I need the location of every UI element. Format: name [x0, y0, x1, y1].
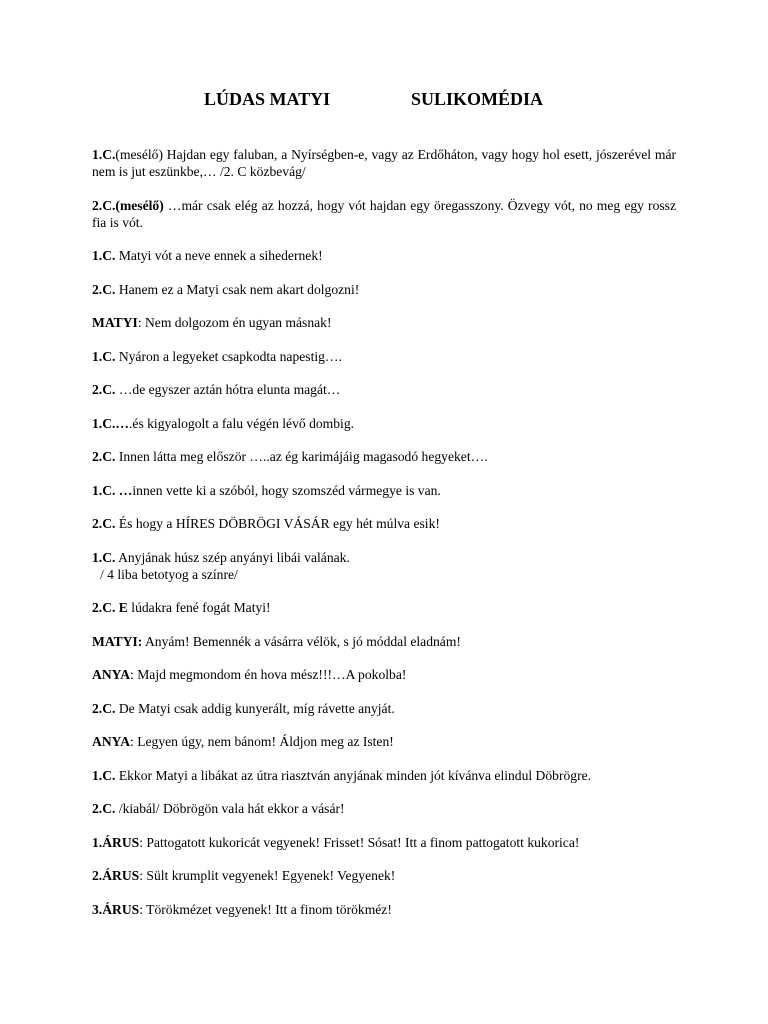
speaker-label: 1.C.… — [92, 415, 130, 431]
script-line — [92, 314, 676, 331]
line-text: : Nem dolgozom én ugyan másnak! — [137, 315, 332, 330]
script-line — [92, 666, 676, 683]
speaker-label: 1.C. — [92, 348, 116, 364]
script-line — [92, 733, 676, 750]
script-line — [92, 515, 676, 532]
speaker-label: MATYI: — [92, 633, 143, 649]
line-text: : Sült krumplit vegyenek! Egyenek! Vegyenek! — [139, 868, 396, 883]
speaker-label: 2.C. — [92, 700, 116, 716]
line-text: lúdakra fené fogát Matyi! — [127, 600, 271, 615]
speaker-label: 2.C. — [92, 382, 116, 397]
script-line — [92, 800, 676, 817]
script-line — [92, 834, 676, 851]
title-ludas-matyi: LÚDAS MATYI — [204, 89, 331, 109]
script-line — [92, 348, 676, 365]
script-line — [92, 867, 676, 884]
line-text: (mesélő) Hajdan egy faluban, a Nyírségben-e, vagy az Erdőháton, vagy hogy hol esett, jószerével már nem is jut eszünkbe,… /2. C közbevág/ — [92, 147, 676, 179]
stage-direction: / 4 liba betotyog a színre/ — [100, 566, 238, 582]
script-line — [92, 448, 676, 465]
document-title — [0, 87, 768, 111]
title-sulikomedia: SULIKOMÉDIA — [411, 89, 544, 109]
script-body — [92, 146, 676, 934]
script-line — [92, 281, 676, 298]
script-line — [92, 700, 676, 717]
speaker-label: 2.C. — [92, 281, 116, 297]
line-text: innen vette ki a szóból, hogy szomszéd vármegye is van. — [132, 482, 441, 498]
line-text: /kiabál/ Döbrögön vala hát ekkor a vásár! — [115, 801, 345, 816]
speaker-label: 2.ÁRUS — [92, 868, 140, 883]
script-line — [92, 197, 676, 231]
speaker-label: 1.C. — [92, 147, 116, 162]
line-text: …de egyszer aztán hótra elunta magát… — [115, 382, 341, 397]
speaker-label: 2.C. — [92, 801, 116, 816]
speaker-label: 1.C. — [92, 248, 116, 263]
script-line — [92, 415, 676, 432]
speaker-label: 1.C. — [92, 549, 116, 565]
line-text: Matyi vót a neve ennek a sihedernek! — [115, 248, 323, 263]
speaker-label: ANYA — [92, 667, 131, 682]
line-text: : Majd megmondom én hova mész!!!…A pokolba! — [130, 667, 407, 682]
line-text: Anyjának húsz szép anyányi libái valának. — [115, 549, 350, 565]
script-line — [92, 599, 676, 616]
line-text: : Pattogatott kukoricát vegyenek! Frisset! Sósat! Itt a finom pattogatott kukorica! — [139, 834, 580, 850]
script-line — [92, 247, 676, 264]
line-text: .és kigyalogolt a falu végén lévő dombig. — [129, 415, 355, 431]
speaker-label: 2.C.(mesélő) — [92, 197, 164, 213]
speaker-label: 1.ÁRUS — [92, 834, 140, 850]
line-text: És hogy a HÍRES DÖBRÖGI VÁSÁR egy hét múlva esik! — [115, 516, 440, 531]
speaker-label: ANYA — [92, 734, 131, 749]
script-line — [92, 767, 676, 784]
line-text: : Legyen úgy, nem bánom! Áldjon meg az Isten! — [130, 734, 394, 749]
script-line — [92, 146, 676, 180]
line-text: Anyám! Bemennék a vásárra vélök, s jó móddal eladnám! — [142, 633, 461, 649]
speaker-label: 3.ÁRUS — [92, 901, 140, 917]
line-text: Innen látta meg először …..az ég karimájáig magasodó hegyeket…. — [115, 449, 488, 464]
line-text: : Törökmézet vegyenek! Itt a finom törökméz! — [139, 901, 392, 917]
script-line — [92, 482, 676, 499]
line-text: …már csak elég az hozzá, hogy vót hajdan egy öregasszony. Özvegy vót, no meg egy rossz fia is vót. — [92, 197, 676, 230]
script-line — [92, 381, 676, 398]
speaker-label: 2.C. — [92, 449, 116, 464]
speaker-label: MATYI — [92, 315, 138, 330]
script-line — [92, 549, 676, 583]
line-text: Ekkor Matyi a libákat az útra riasztván anyjának minden jót kívánva elindul Döbrögre. — [115, 767, 592, 783]
line-text: De Matyi csak addig kunyerált, míg rávette anyját. — [115, 700, 395, 716]
script-line — [92, 901, 676, 918]
script-line — [92, 633, 676, 650]
line-text: Nyáron a legyeket csapkodta napestig…. — [115, 348, 342, 364]
speaker-label: 2.C. — [92, 516, 116, 531]
speaker-label: 2.C. E — [92, 600, 128, 615]
line-text: Hanem ez a Matyi csak nem akart dolgozni! — [115, 281, 360, 297]
speaker-label: 1.C. — [92, 767, 116, 783]
speaker-label: 1.C. … — [92, 482, 133, 498]
